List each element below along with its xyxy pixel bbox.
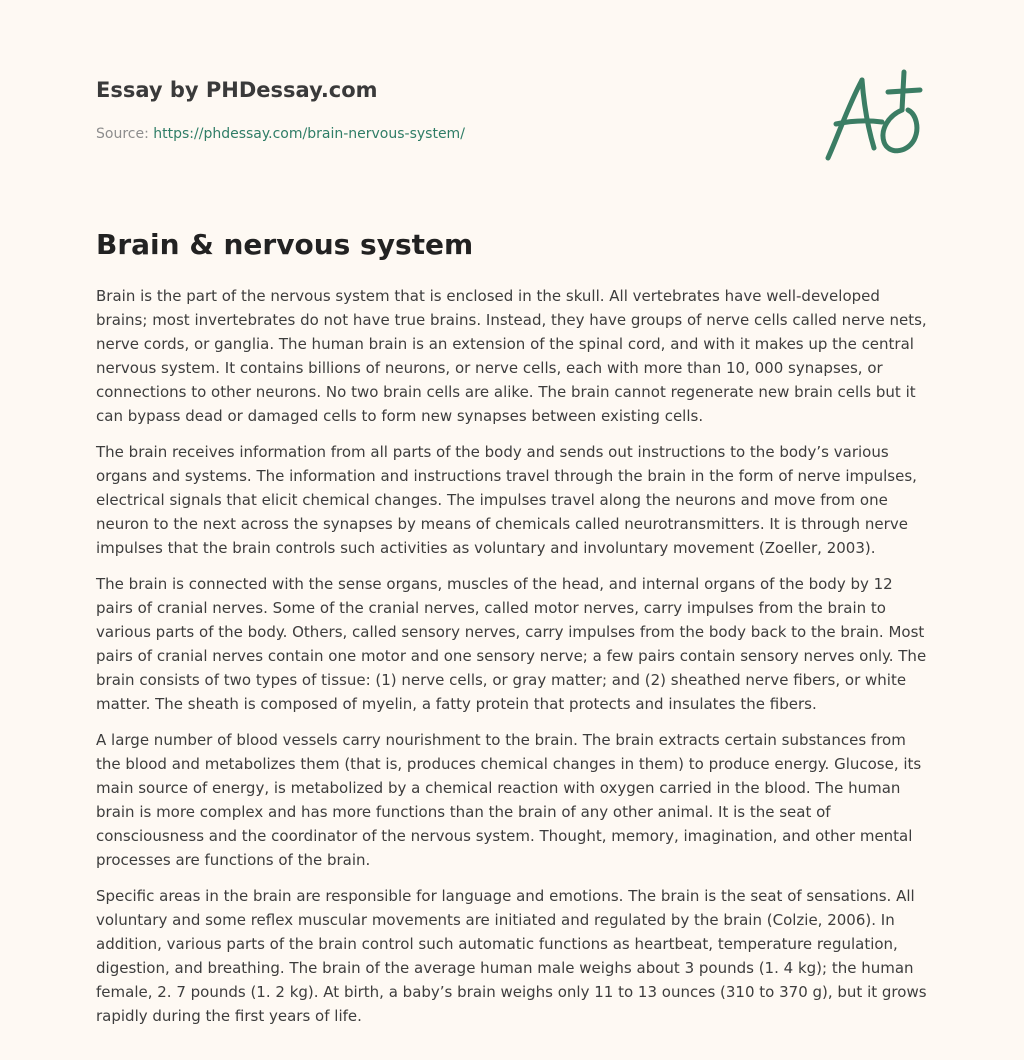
- a-plus-logo-icon: [818, 66, 930, 166]
- essay-body: [96, 284, 932, 1040]
- essay-paragraph: A large number of blood vessels carry nourishment to the brain. The brain extracts certain substances from the blood and metabolizes them (that is, produces chemical changes in them) to produce energy. Glucose, its main source of energy, is metabolized by a chemical reaction with oxygen carried in the blood. The human brain is more complex and has more functions than the brain of any other animal. It is the seat of consciousness and the coordinator of the nervous system. Thought, memory, imagination, and other mental processes are functions of the brain.: [96, 731, 922, 869]
- essay-paragraph: The brain is connected with the sense organs, muscles of the head, and internal organs of the body by 12 pairs of cranial nerves. Some of the cranial nerves, called motor nerves, carry impulses from the brain to various parts of the body. Others, called sensory nerves, carry impulses from the body back to the brain. Most pairs of cranial nerves contain one motor and one sensory nerve; a few pairs contain sensory nerves only. The brain consists of two types of tissue: (1) nerve cells, or gray matter; and (2) sheathed nerve fibers, or white matter. The sheath is composed of myelin, a fatty protein that protects and insulates the fibers.: [96, 575, 927, 713]
- brand-name: Essay by PHDessay.com: [96, 78, 378, 102]
- source-link[interactable]: https://phdessay.com/brain-nervous-system/: [153, 126, 465, 142]
- essay-paragraph: Brain is the part of the nervous system that is enclosed in the skull. All vertebrates have well-developed brains; most invertebrates do not have true brains. Instead, they have groups of nerve cells called nerve nets, nerve cords, or ganglia. The human brain is an extension of the spinal cord, and with it makes up the central nervous system. It contains billions of neurons, or nerve cells, each with more than 10, 000 synapses, or connections to other neurons. No two brain cells are alike. The brain cannot regenerate new brain cells but it can bypass dead or damaged cells to form new synapses between existing cells.: [96, 287, 927, 425]
- essay-title: Brain & nervous system: [96, 228, 474, 261]
- essay-header: [96, 76, 796, 144]
- source-line: [96, 124, 796, 144]
- source-label: Source:: [96, 126, 154, 142]
- essay-paragraph: Specific areas in the brain are responsible for language and emotions. The brain is the seat of sensations. All voluntary and some reflex muscular movements are initiated and regulated by the brain (Colzie, 2006). In addition, various parts of the brain control such automatic functions as heartbeat, temperature regulation, digestion, and breathing. The brain of the average human male weighs about 3 pounds (1. 4 kg); the human female, 2. 7 pounds (1. 2 kg). At birth, a baby’s brain weighs only 11 to 13 ounces (310 to 370 g), but it grows rapidly during the first years of life.: [96, 887, 927, 1025]
- essay-paragraph: The brain receives information from all parts of the body and sends out instructions to the body’s various organs and systems. The information and instructions travel through the brain in the form of nerve impulses, electrical signals that elicit chemical changes. The impulses travel along the neurons and move from one neuron to the next across the synapses by means of chemicals called neurotransmitters. It is through nerve impulses that the brain controls such activities as voluntary and involuntary movement (Zoeller, 2003).: [96, 443, 917, 557]
